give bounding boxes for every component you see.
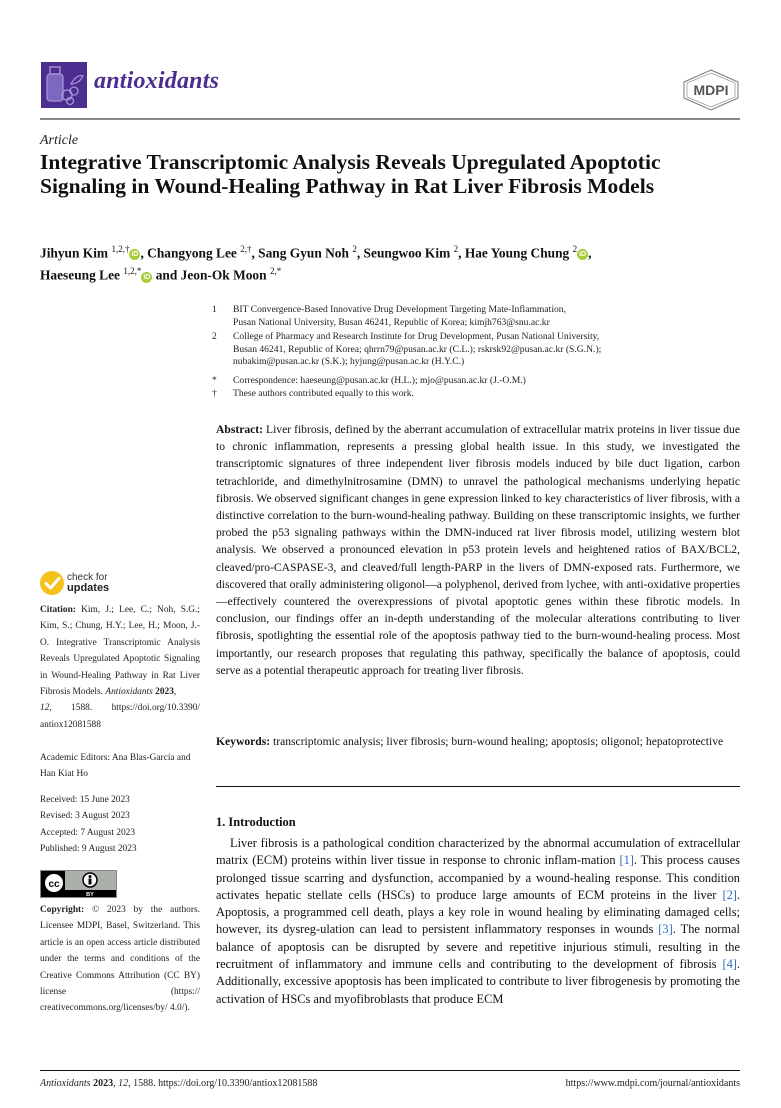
check-for-updates-icon[interactable] — [40, 571, 64, 595]
equal-contribution-line: These authors contributed equally to this work. — [233, 388, 414, 399]
footer-journal-url[interactable]: https://www.mdpi.com/journal/antioxidants — [565, 1078, 740, 1089]
separator: , — [251, 245, 255, 261]
separator: , — [140, 245, 144, 261]
correspondence — [212, 375, 742, 388]
affiliation-line: College of Pharmacy and Research Institute for Drug Development, Pusan National University, — [233, 331, 600, 342]
author[interactable]: Sang Gyun Noh — [258, 245, 349, 261]
author[interactable]: Jihyun Kim — [40, 245, 109, 261]
copyright-text: © 2023 by the authors. Licensee MDPI, Basel, Switzerland. This article is an open access article distributed under the terms and conditions of the Creative Commons Attribution (CC BY) license (https:// creativecommons.org/licenses/by/ 4.0/). — [40, 905, 200, 1014]
citation-label: Citation: — [40, 605, 76, 615]
affiliation-line: Busan 46241, Republic of Korea; qhrrn79@pusan.ac.kr (C.L.); rskrsk92@pusan.ac.kr (S.G.N.); — [233, 343, 602, 355]
cc-by-license-badge[interactable] — [40, 870, 117, 898]
author-affil-marks: 2 — [352, 244, 357, 254]
author-affil-marks: 2 — [572, 244, 578, 254]
date-accepted: Accepted: 7 August 2023 — [40, 827, 136, 838]
copyright-label: Copyright: — [40, 905, 85, 915]
academic-editors: Academic Editors: Ana Blas-García and Han Kiat Ho — [40, 753, 191, 780]
bottle-berries-icon — [41, 62, 87, 108]
check-for-updates-button[interactable] — [67, 572, 109, 594]
affiliation-mark: † — [212, 388, 217, 399]
section-heading-introduction: 1. Introduction — [216, 815, 296, 829]
author-affil-marks: 2,* — [269, 266, 282, 277]
abstract — [216, 421, 740, 679]
date-received: Received: 15 June 2023 — [40, 795, 130, 805]
footer-citation: Antioxidants 2023, 12, 1588. https://doi.org/10.3390/antiox12081588 — [40, 1078, 318, 1089]
copyright-notice — [40, 902, 200, 1017]
check-for-updates-line2: updates — [67, 582, 110, 594]
citation-link-4[interactable]: [4] — [722, 957, 737, 972]
footer-volume: 12 — [118, 1078, 129, 1089]
abstract-text: Liver fibrosis, defined by the aberrant accumulation of extracellular matrix proteins in liver tissue due to chronic inflammation, represents a pressing global health issue. In this study, we investigated the transcriptomic signatures of three independent liver fibrosis models induced by bile duct ligation, carbon tetrachloride, and dimethylnitrosamine (DMN) to unravel the pathological mechanisms underlying hepatic fibrosis. We observed significant changes in gene expression linked to key characteristics of liver fibrosis, with a distinctive correlation to the burn-wound-healing pathway. Building on these transcriptomic insights, we further probed the p53 signaling pathways within the DMN-induced rat liver fibrosis model, utilizing western blot analysis. We observed a pronounced elevation in p53 protein levels and heightened ratios of BAX/BCL2, cleaved/pro-CASPASE-3, and cleaved/full length-PARP in the livers of DMN-exposed rats. Furthermore, we discovered that orally administering oligonol—a polyphenol, derived from lychee, with anti-oxidative properties—effectively countered the overexpressions of pivotal apoptotic genes within these fibrotic models. In conclusion, our findings offer an in-depth understanding of the molecular alterations contributing to liver fibrosis, spotlighting the essential role of the apoptosis pathway tied to the burn-wound-healing process. Most importantly, our research proposes that regulating this pathway, specifically the balance of apoptosis, could serve as a potential therapeutic approach for treating liver fibrosis. — [216, 423, 740, 677]
mdpi-logo-text: MDPI — [693, 82, 729, 98]
footer-journal: Antioxidants — [40, 1078, 91, 1089]
affiliation-mark: 2 — [212, 331, 217, 342]
footer-year: 2023 — [93, 1078, 114, 1089]
author-affil-marks: 2 — [453, 244, 459, 254]
author-affil-marks: 2,† — [240, 244, 252, 254]
keywords-label: Keywords: — [216, 735, 271, 748]
keywords-text: transcriptomic analysis; liver fibrosis; burn-wound healing; apoptosis; oligonol; hepatoprotective — [273, 735, 724, 748]
keywords — [216, 733, 740, 750]
publication-dates — [40, 792, 200, 858]
article-type-label: Article — [40, 133, 79, 148]
citation-link-2[interactable]: [2] — [722, 887, 737, 902]
footer-doi[interactable]: , 1588. https://doi.org/10.3390/antiox12081588 — [128, 1078, 318, 1089]
affiliation-2 — [212, 331, 742, 369]
author[interactable]: Changyong Lee — [147, 245, 237, 261]
section-divider — [216, 786, 740, 787]
author[interactable]: Jeon-Ok Moon — [180, 267, 267, 283]
author-list — [40, 240, 740, 285]
author[interactable]: Seungwoo Kim — [363, 245, 451, 261]
author[interactable]: Haeseung Lee — [40, 267, 120, 283]
citation-year: 2023 — [155, 687, 174, 698]
orcid-icon[interactable]: iD — [143, 273, 151, 281]
author[interactable]: Hae Young Chung — [464, 245, 570, 261]
equal-contribution-note — [212, 388, 742, 401]
affiliation-line: nubakim@pusan.ac.kr (S.K.); hyjung@pusan.ac.kr (H.Y.C.) — [233, 356, 465, 368]
affiliation-1 — [212, 304, 742, 329]
citation-link-1[interactable]: [1] — [619, 853, 634, 868]
article-title: Integrative Transcriptomic Analysis Reveals Upregulated Apoptotic Signaling in Wound-Healing Pathway in Rat Liver Fibrosis Models — [40, 150, 661, 198]
intro-text: . The normal balance of apoptosis can be disrupted by severe and repetitive injurious stimuli, resulting in the recruitment of inflammatory and immune cells and contributing to the development of fibrosis — [216, 922, 740, 972]
by-icon: BY — [86, 892, 94, 897]
orcid-icon[interactable]: iD — [131, 251, 139, 259]
header-divider — [40, 118, 740, 120]
separator: , — [356, 245, 361, 261]
separator: and — [155, 267, 178, 283]
date-revised: Revised: 3 August 2023 — [40, 811, 130, 822]
check-for-updates-line1: check for — [67, 572, 108, 583]
separator: , — [458, 245, 462, 261]
affiliation-mark: * — [212, 375, 217, 386]
intro-text: . Apoptosis, a programmed cell death, plays a key role in wound healing by eliminating damaged cells; however, its dysreg-ulation can lead to persistent inflammatory responses in wounds — [216, 887, 740, 937]
affiliation-line: Pusan National University, Busan 46241, Republic of Korea; kimjh763@snu.ac.kr — [233, 316, 550, 328]
citation-doi[interactable]: , 1588. https://doi.org/10.3390/ antiox12081588 — [40, 703, 200, 730]
orcid-icon[interactable]: iD — [579, 251, 587, 259]
intro-text: . Additionally, excessive apoptosis has been implicated to contribute to liver fibrogenesis by promoting the activation of HSCs and myofibroblasts that produce ECM — [216, 957, 740, 1006]
intro-text: . This process causes prolonged tissue scarring and dysfunction, accompanied by a wound-healing response. This condition activates hepatic stellate cells (HSCs) to produce large amounts of ECM proteins in the liver — [216, 853, 740, 902]
mdpi-logo — [680, 68, 742, 112]
affiliation-mark: 1 — [212, 304, 217, 315]
cc-icon: cc — [48, 879, 60, 890]
citation-link-3[interactable]: [3] — [658, 922, 673, 937]
affiliation-line: BIT Convergence-Based Innovative Drug Development Targeting Mate-Inflammation, — [233, 304, 566, 315]
intro-text: Liver fibrosis is a pathological condition characterized by the abnormal accumulation of extracellular matrix (ECM) proteins within liver tissue in response to chronic inflam-mation — [216, 836, 740, 868]
author-affil-marks: 1,2,* — [123, 266, 142, 277]
introduction-paragraph — [216, 835, 740, 1008]
correspondence-line: Correspondence: haeseung@pusan.ac.kr (H.L.); mjo@pusan.ac.kr (J.-O.M.) — [233, 375, 526, 386]
separator: , — [588, 245, 592, 261]
footer-divider — [40, 1070, 740, 1071]
author-affil-marks: 1,2,† — [111, 244, 130, 254]
citation-text: Kim, J.; Lee, C.; Noh, S.G.; Kim, S.; Chung, H.Y.; Lee, H.; Moon, J.-O. Integrative Transcriptomic Analysis Reveals Upregulated Apoptotic Signaling in Wound-Healing Pathway in Rat Liver Fibrosis Models. — [40, 605, 201, 698]
journal-logo — [41, 62, 87, 108]
abstract-label: Abstract: — [216, 423, 264, 436]
citation-volume: 12 — [40, 703, 50, 714]
citation-journal: Antioxidants — [105, 687, 153, 698]
journal-name: antioxidants — [94, 68, 220, 94]
date-published: Published: 9 August 2023 — [40, 844, 137, 855]
citation-block: Citation: Kim, J.; Lee, C.; Noh, S.G.; Kim, S.; Chung, H.Y.; Lee, H.; Moon, J.-O. Integrative Transcriptomic Analysis Reveals Upregulated Apoptotic Signaling in Wound-Healing Pathway in Rat Liver Fibrosis Models. Antioxidants 2023, 12, 1588. https://doi.org/10.3390/ antiox12081588 — [40, 605, 201, 730]
